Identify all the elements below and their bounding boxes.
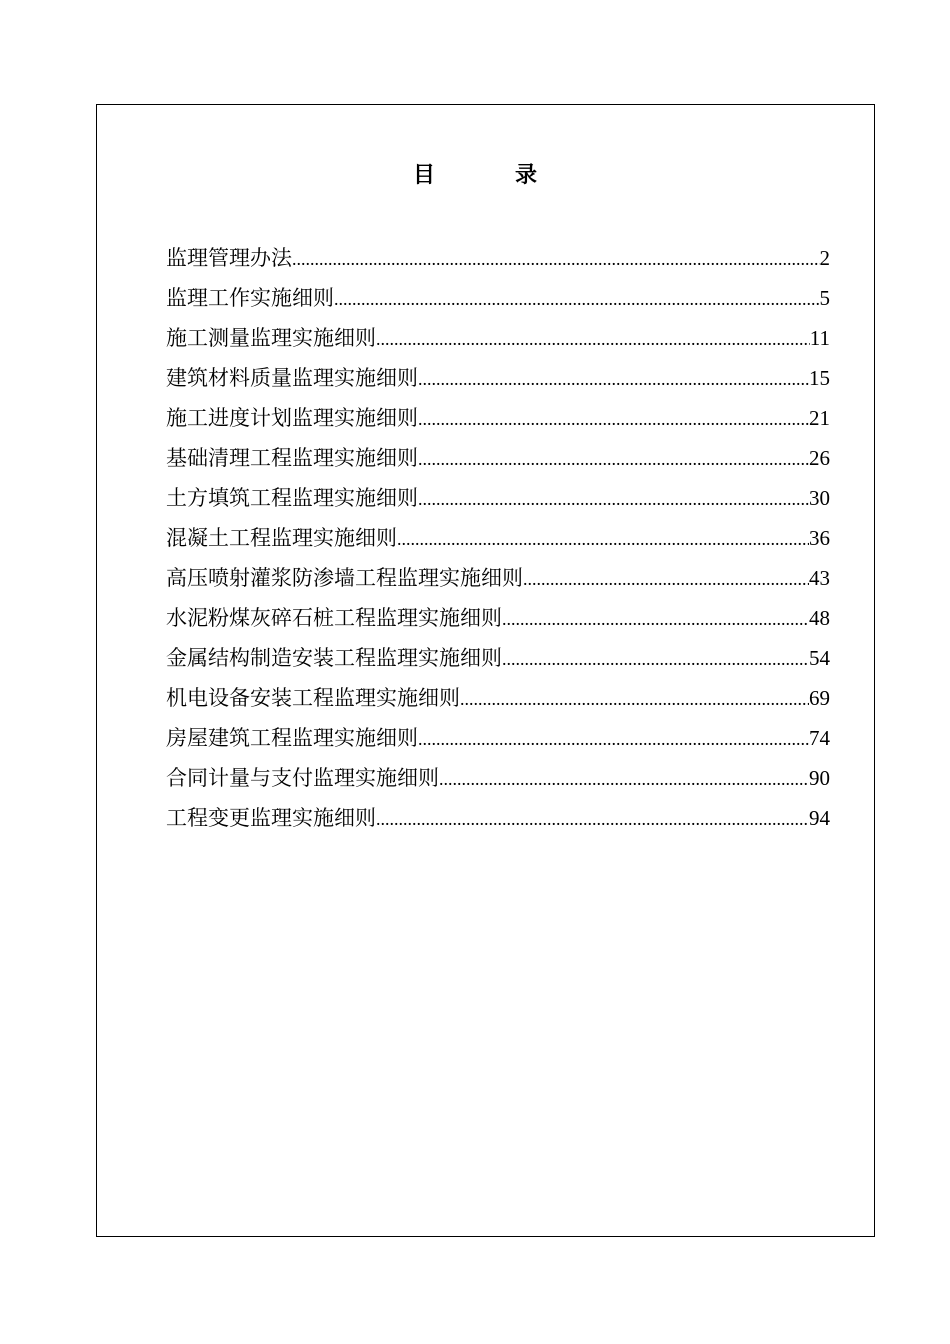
toc-entry-title: 金属结构制造安装工程监理实施细则: [166, 646, 502, 670]
toc-entry[interactable]: [166, 558, 830, 598]
toc-entry-title: 工程变更监理实施细则: [166, 806, 376, 830]
dot-leader: [292, 239, 820, 278]
toc-entry[interactable]: [166, 358, 830, 398]
toc-entry-title: 水泥粉煤灰碎石桩工程监理实施细则: [166, 606, 502, 630]
toc-entry[interactable]: [166, 518, 830, 558]
toc-entry-page: 15: [809, 366, 830, 390]
dot-leader: [502, 599, 809, 638]
toc-list: [166, 238, 830, 838]
toc-entry-title: 施工进度计划监理实施细则: [166, 406, 418, 430]
toc-entry[interactable]: [166, 718, 830, 758]
dot-leader: [334, 279, 820, 318]
dot-leader: [376, 319, 810, 358]
toc-entry-page: 74: [809, 726, 830, 750]
toc-entry-title: 高压喷射灌浆防渗墙工程监理实施细则: [166, 566, 523, 590]
toc-entry-page: 11: [809, 326, 830, 350]
toc-entry[interactable]: [166, 678, 830, 718]
toc-entry-page: 30: [809, 486, 830, 510]
toc-entry-page: 26: [809, 446, 830, 470]
toc-entry[interactable]: [166, 238, 830, 278]
toc-entry-title: 监理管理办法: [166, 246, 292, 270]
dot-leader: [397, 519, 809, 558]
toc-entry[interactable]: [166, 598, 830, 638]
dot-leader: [418, 439, 809, 478]
toc-entry-page: 94: [809, 806, 830, 830]
toc-entry-page: 90: [809, 766, 830, 790]
dot-leader: [418, 479, 809, 518]
toc-entry[interactable]: [166, 318, 830, 358]
dot-leader: [439, 759, 809, 798]
dot-leader: [523, 559, 809, 598]
toc-entry-page: 21: [809, 406, 830, 430]
toc-entry-page: 48: [809, 606, 830, 630]
toc-entry[interactable]: [166, 278, 830, 318]
toc-entry-title: 监理工作实施细则: [166, 286, 334, 310]
toc-entry-title: 合同计量与支付监理实施细则: [166, 766, 439, 790]
toc-entry-title: 混凝土工程监理实施细则: [166, 526, 397, 550]
dot-leader: [376, 799, 809, 838]
toc-entry[interactable]: [166, 398, 830, 438]
toc-entry[interactable]: [166, 438, 830, 478]
toc-entry-title: 机电设备安装工程监理实施细则: [166, 686, 460, 710]
toc-entry-page: 5: [819, 286, 830, 310]
dot-leader: [418, 399, 809, 438]
toc-title-char-1: 目: [412, 162, 435, 188]
dot-leader: [418, 719, 809, 758]
toc-entry-title: 施工测量监理实施细则: [166, 326, 376, 350]
dot-leader: [418, 359, 809, 398]
toc-title-char-2: 录: [515, 162, 538, 188]
toc-entry[interactable]: [166, 798, 830, 838]
toc-entry[interactable]: [166, 638, 830, 678]
dot-leader: [460, 679, 809, 718]
toc-entry-page: 36: [809, 526, 830, 550]
toc-entry-page: 69: [809, 686, 830, 710]
toc-entry-page: 2: [819, 246, 830, 270]
toc-entry-title: 土方填筑工程监理实施细则: [166, 486, 418, 510]
toc-entry-title: 基础清理工程监理实施细则: [166, 446, 418, 470]
toc-entry[interactable]: [166, 758, 830, 798]
toc-entry[interactable]: [166, 478, 830, 518]
toc-entry-page: 43: [809, 566, 830, 590]
dot-leader: [502, 639, 809, 678]
toc-entry-title: 建筑材料质量监理实施细则: [166, 366, 418, 390]
toc-entry-title: 房屋建筑工程监理实施细则: [166, 726, 418, 750]
toc-entry-page: 54: [809, 646, 830, 670]
toc-title: [0, 160, 950, 190]
